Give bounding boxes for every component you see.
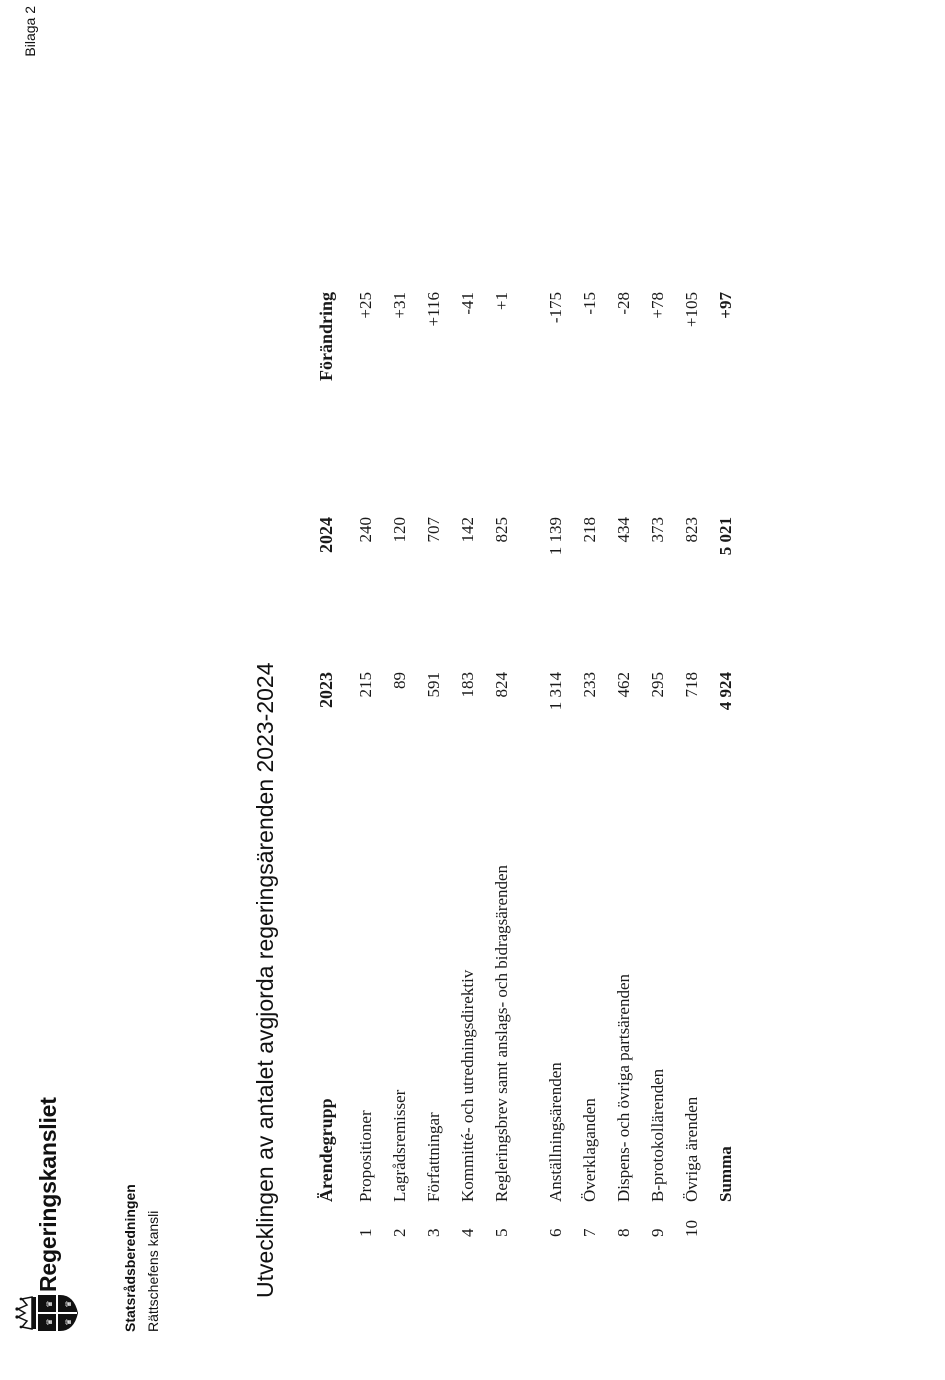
value-2024: 823 [682, 517, 701, 543]
table-row [546, 292, 580, 1247]
sub-department-name: Rättschefens kansli [145, 1210, 161, 1332]
table-row [424, 292, 458, 1247]
svg-text:♛: ♛ [64, 1300, 73, 1308]
row-number: 1 [356, 1228, 375, 1237]
value-2024: 707 [424, 517, 443, 543]
change-value: +1 [492, 292, 511, 311]
value-2024: 142 [458, 517, 477, 543]
case-group: Övriga ärenden [682, 1096, 701, 1202]
row-number: 10 [682, 1220, 701, 1237]
row-number: 7 [580, 1228, 599, 1237]
value-2023: 824 [492, 672, 511, 698]
table-row [390, 292, 424, 1247]
case-group: Regleringsbrev samt anslags- och bidragsärenden [492, 864, 511, 1202]
table-total-row [716, 292, 750, 1247]
table-row [458, 292, 492, 1247]
case-group: B-protokollärenden [648, 1068, 667, 1202]
change-value: -15 [580, 292, 599, 315]
value-2023: 215 [356, 672, 375, 698]
value-2024: 1 139 [546, 517, 565, 556]
svg-text:♛: ♛ [45, 1318, 54, 1326]
table-row [614, 292, 648, 1247]
table-row [492, 292, 546, 1247]
change-value: +78 [648, 292, 667, 319]
row-number: 5 [492, 1228, 511, 1237]
value-2023: 718 [682, 672, 701, 698]
total-2023: 4 924 [716, 672, 735, 711]
total-change: +97 [716, 292, 735, 319]
case-group: Propositioner [356, 1110, 375, 1202]
case-group: Överklaganden [580, 1098, 599, 1202]
row-number: 2 [390, 1228, 409, 1237]
value-2024: 373 [648, 517, 667, 543]
total-label: Summa [716, 1146, 735, 1202]
row-number: 4 [458, 1228, 477, 1237]
case-group: Författningar [424, 1112, 443, 1202]
row-number: 3 [424, 1228, 443, 1237]
value-2023: 295 [648, 672, 667, 698]
change-value: -175 [546, 292, 565, 324]
document-title: Utvecklingen av antalet avgjorda regeringsärenden 2023-2024 [252, 662, 278, 1298]
government-crest-logo [10, 1291, 80, 1335]
value-2024: 825 [492, 517, 511, 543]
header-case-group: Ärendegrupp [316, 1098, 336, 1202]
change-value: +116 [424, 292, 443, 327]
change-value: -28 [614, 292, 633, 315]
case-group: Dispens- och övriga partsärenden [614, 973, 633, 1202]
row-number: 6 [546, 1228, 565, 1237]
value-2023: 183 [458, 672, 477, 698]
table-row [648, 292, 682, 1247]
table-row [682, 292, 716, 1247]
svg-text:♛: ♛ [45, 1300, 54, 1308]
value-2024: 120 [390, 517, 409, 543]
case-group: Anställningsärenden [546, 1062, 565, 1202]
change-value: -41 [458, 292, 477, 315]
table-row [580, 292, 614, 1247]
row-number: 8 [614, 1228, 633, 1237]
value-2023: 462 [614, 672, 633, 698]
table-row [356, 292, 390, 1247]
table-header-row [316, 292, 356, 1247]
case-group: Lagrådsremisser [390, 1089, 409, 1202]
total-2024: 5 021 [716, 517, 735, 556]
department-name: Statsrådsberedningen [122, 1184, 138, 1332]
value-2023: 1 314 [546, 672, 565, 711]
change-value: +105 [682, 292, 701, 328]
value-2024: 218 [580, 517, 599, 543]
value-2023: 591 [424, 672, 443, 698]
change-value: +25 [356, 292, 375, 319]
value-2024: 434 [614, 517, 633, 543]
value-2023: 233 [580, 672, 599, 698]
case-statistics-table [316, 292, 750, 1247]
change-value: +31 [390, 292, 409, 319]
header-2024: 2024 [316, 517, 336, 553]
row-number: 9 [648, 1228, 667, 1237]
header-number [316, 1202, 356, 1247]
header-2023: 2023 [316, 672, 336, 708]
case-group: Kommitté- och utredningsdirektiv [458, 969, 477, 1202]
header-change: Förändring [316, 292, 336, 382]
row-number-empty [716, 1202, 750, 1247]
org-name: Regeringskansliet [35, 1097, 61, 1292]
svg-text:♛: ♛ [64, 1318, 73, 1326]
attachment-label: Bilaga 2 [22, 6, 38, 57]
value-2023: 89 [390, 672, 409, 689]
value-2024: 240 [356, 517, 375, 543]
